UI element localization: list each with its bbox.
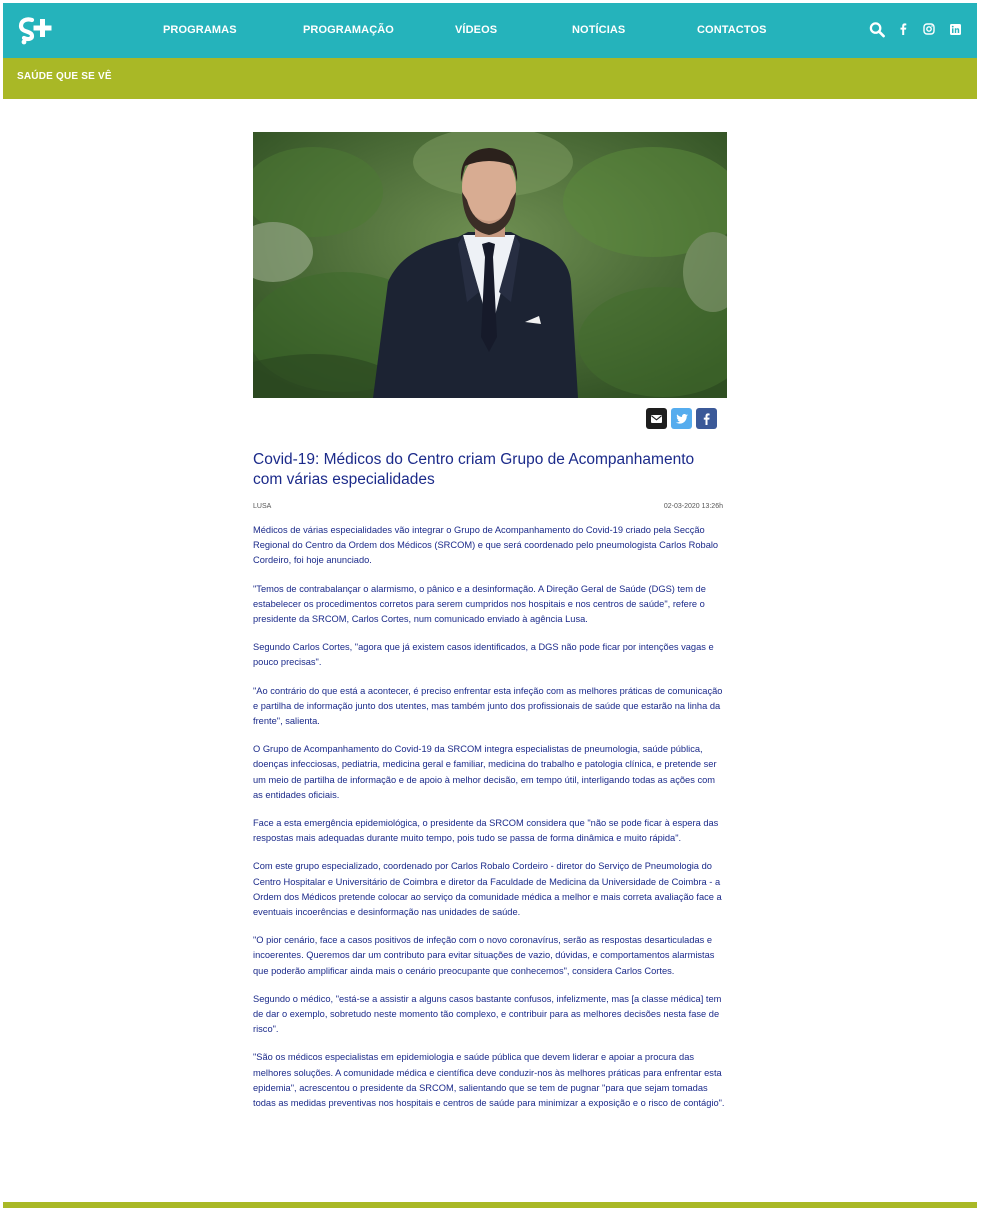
twitter-icon <box>676 414 688 424</box>
article-paragraph: "São os médicos especialistas em epidemiologia e saúde pública que devem liderar e apoiar a procura das melhores soluções. A comunidade médica e científica deve conduzir-nos às melhores práticas para enfrentar esta epidemia", acrescentou o presidente da SRCOM, salientando que se tem de pugnar "para que sejam tomadas todas as medidas preventivas nos hospitais e centros de saúde para minimizar a exposição e o risco de contágio". <box>253 1052 725 1109</box>
search-icon[interactable] <box>869 21 885 37</box>
article-paragraph: Segundo o médico, "está-se a assistir a alguns casos bastante confusos, infelizmente, mas [a classe médica] tem de dar o exemplo, sobretudo neste momento tão complexo, e contribuir para as melhores decisões nesta fase de risco". <box>253 993 722 1035</box>
facebook-icon <box>703 413 710 425</box>
share-buttons <box>646 408 717 429</box>
nav-contactos[interactable]: CONTACTOS <box>697 24 767 36</box>
article-paragraph: "Temos de contrabalançar o alarmismo, o pânico e a desinformação. A Direção Geral de Saúde (DGS) tem de estabelecer os procedimentos corretos para serem cumpridos nos hospitais e nos centros de saúde", refere o presidente da SRCOM, Carlos Cortes, num comunicado enviado à agência Lusa. <box>253 583 706 625</box>
article-paragraph: "Ao contrário do que está a acontecer, é preciso enfrentar esta infeção com as melhores práticas de comunicação e partilha de informação junto dos utentes, mas também junto dos profissionais de saúde que estarão na linha da frente", salienta. <box>253 685 723 727</box>
site-logo[interactable] <box>17 15 53 47</box>
article-paragraph: "O pior cenário, face a casos positivos de infeção com o novo coronavírus, serão as respostas desarticuladas e incoerentes. Queremos dar um contributo para evitar situações de vazio, dúvidas, e comportamentos alarmistas que poderão amplificar ainda mais o cenário preocupante que conhecemos", considera Carlos Cortes. <box>253 935 715 976</box>
facebook-share-button[interactable] <box>696 408 717 429</box>
email-share-button[interactable] <box>646 408 667 429</box>
instagram-icon[interactable] <box>921 21 937 37</box>
tagline: SAÚDE QUE SE VÊ <box>17 71 112 82</box>
linkedin-icon[interactable] <box>947 21 963 37</box>
facebook-icon[interactable] <box>895 21 911 37</box>
article-meta <box>253 503 727 510</box>
article-paragraph: Face a esta emergência epidemiológica, o presidente da SRCOM considera que "não se pode ficar à espera das respostas mais adequadas durante muito tempo, pois tudo se passa de forma dinâmica e muito rápida". <box>253 818 719 844</box>
article-title: Covid-19: Médicos do Centro criam Grupo de Acompanhamento com várias especialidades <box>253 451 695 488</box>
article-paragraph: Médicos de várias especialidades vão integrar o Grupo de Acompanhamento do Covid-19 criado pela Secção Regional do Centro da Ordem dos Médicos (SRCOM) e que será coordenado pelo pneumologista Carlos Robalo Cordeiro, foi hoje anunciado. <box>253 525 719 566</box>
article-paragraph: Com este grupo especializado, coordenado por Carlos Robalo Cordeiro - diretor do Serviço de Pneumologia do Centro Hospitalar e Universitário de Coimbra e diretor da Faculdade de Medicina da Universidade de Coimbra - a Ordem dos Médicos pretende colocar ao serviço da comunidade médica a melhor e mais correta avaliação face a eventuais incoerências e desinformação nas unidades de saúde. <box>253 861 722 918</box>
article-paragraph: O Grupo de Acompanhamento do Covid-19 da SRCOM integra especialistas de pneumologia, saúde pública, doenças infecciosas, pediatria, medicina geral e familiar, medicina do trabalho e patologia clínica, e pretende ser um meio de partilha de informação e de apoio à melhor decisão, em tempo útil, interligando todas as ações com as entidades oficiais. <box>253 744 717 800</box>
article-source: LUSA <box>253 503 272 510</box>
article-body <box>253 523 727 1124</box>
nav-programacao[interactable]: PROGRAMAÇÃO <box>303 24 394 36</box>
header-tools <box>869 21 963 37</box>
twitter-share-button[interactable] <box>671 408 692 429</box>
article-photo <box>253 132 727 398</box>
article-paragraph: Segundo Carlos Cortes, "agora que já existem casos identificados, a DGS não pode ficar por intenções vagas e pouco precisas". <box>253 642 714 668</box>
footer-bar <box>3 1202 977 1208</box>
article <box>253 132 727 1109</box>
nav-programas[interactable]: PROGRAMAS <box>163 24 237 36</box>
top-navigation-bar <box>3 3 977 58</box>
tagline-bar <box>3 58 977 99</box>
nav-noticias[interactable]: NOTÍCIAS <box>572 24 626 36</box>
nav-videos[interactable]: VÍDEOS <box>455 24 498 36</box>
email-icon <box>651 415 662 423</box>
article-date: 02-03-2020 13:26h <box>663 503 723 510</box>
